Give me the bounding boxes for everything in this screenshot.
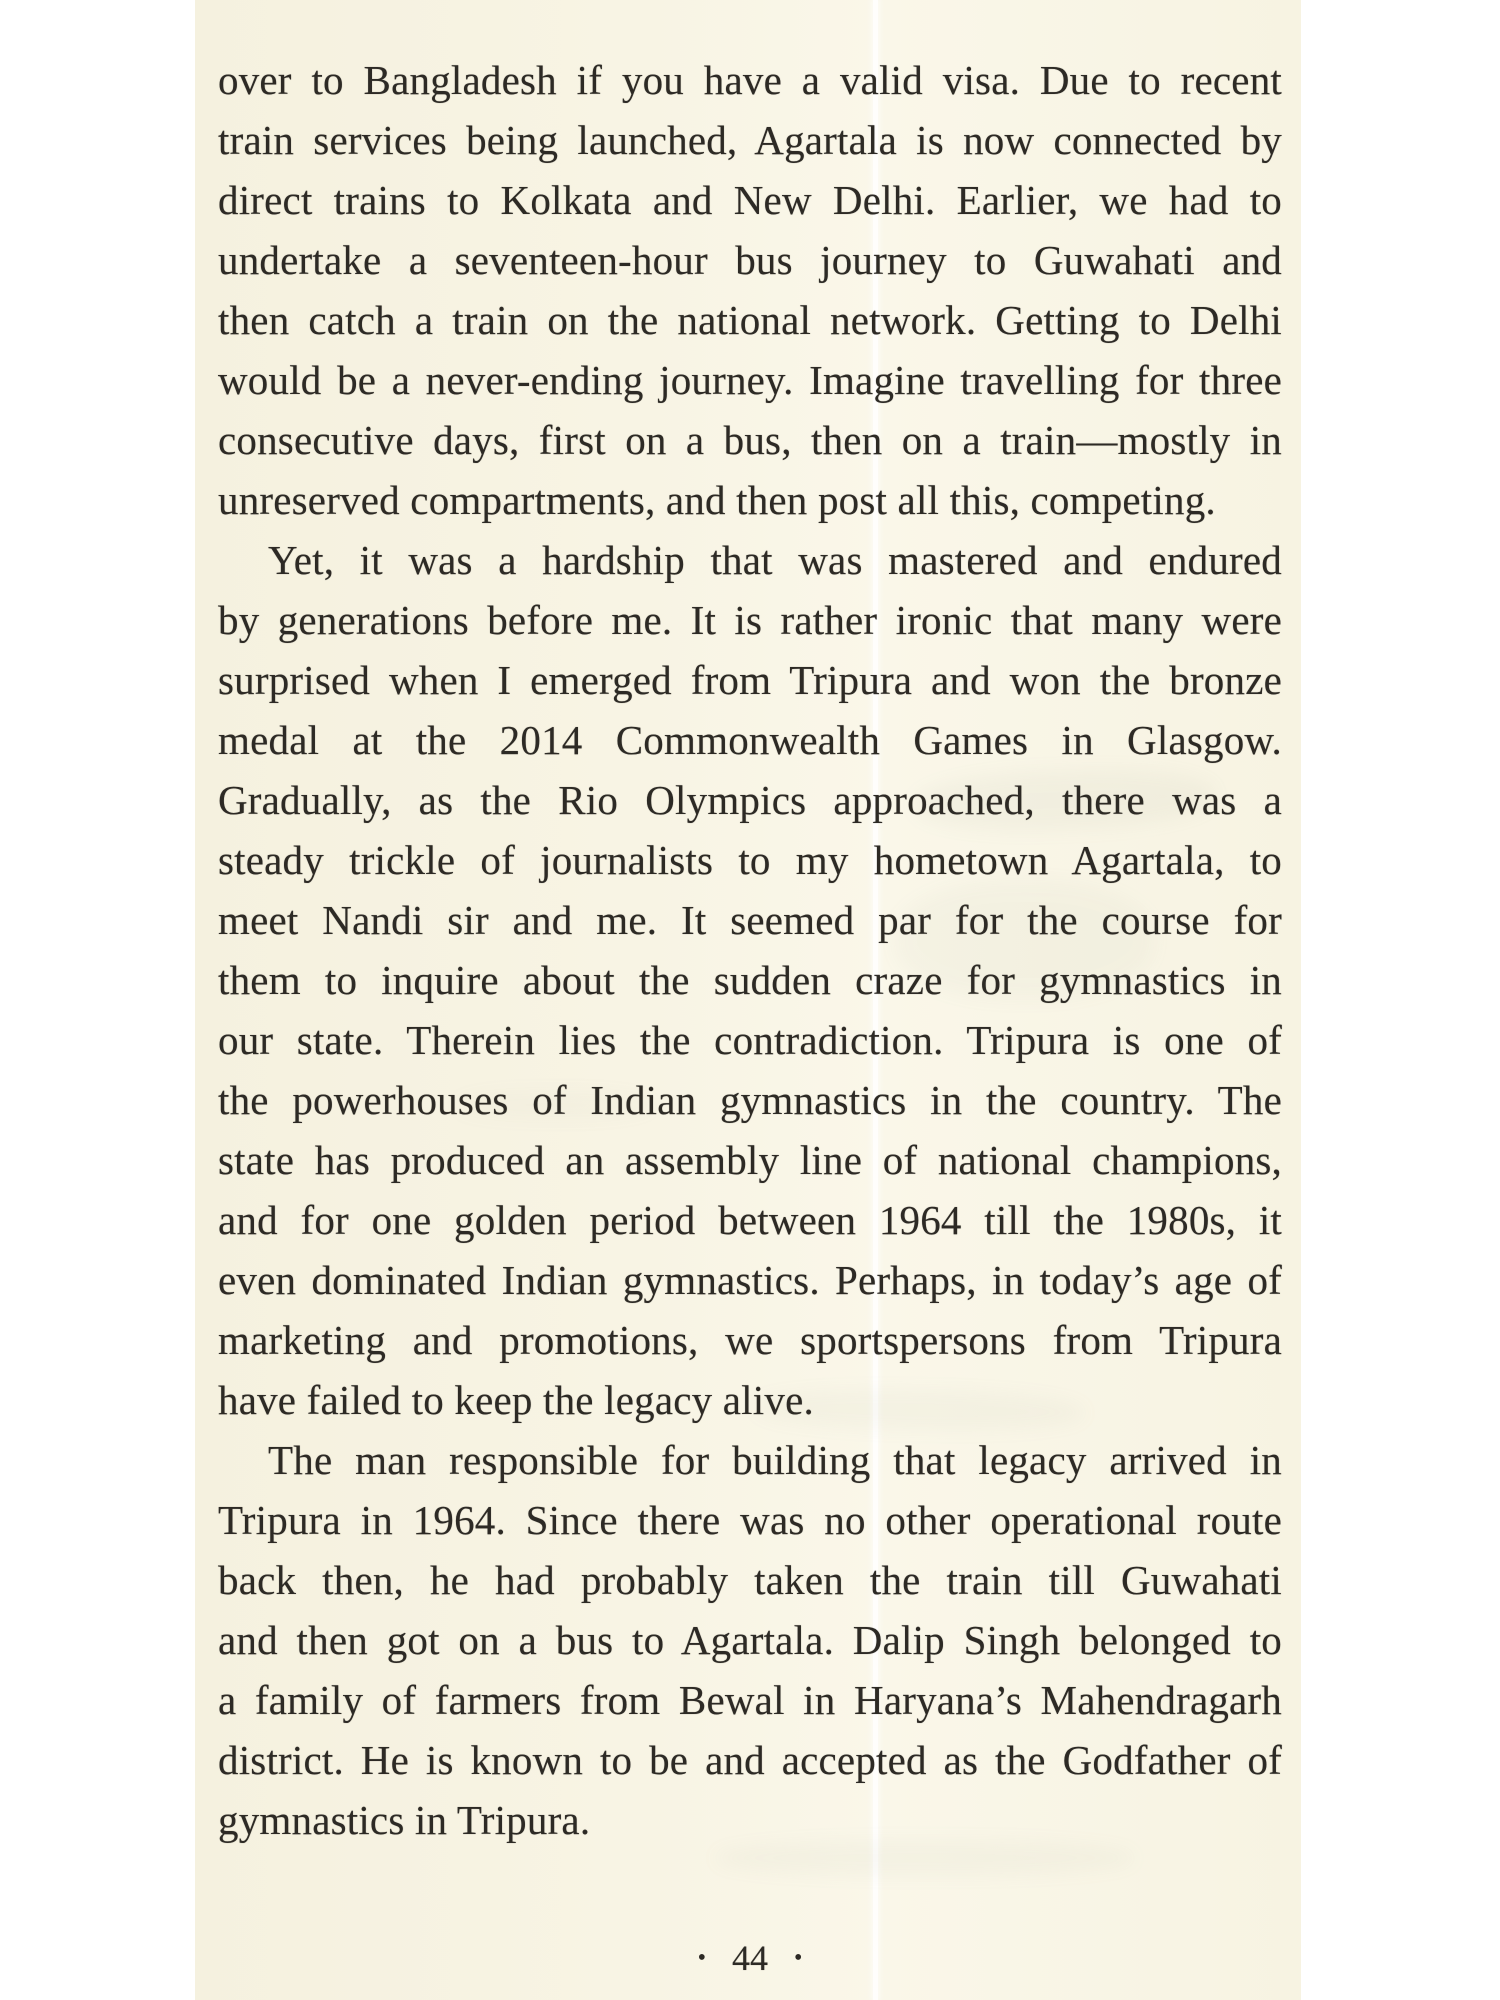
body-text — [218, 50, 1282, 1850]
text-line: even dominated Indian gymnastics. Perhaps, in today’s age of — [218, 1257, 1282, 1303]
text-line: have failed to keep the legacy alive. — [218, 1377, 814, 1423]
text-line: Yet, it was a hardship that was mastered and endured — [268, 537, 1282, 583]
footer-left-dot: • — [697, 1944, 706, 1971]
text-line: train services being launched, Agartala is now connected by — [218, 117, 1282, 163]
text-line: marketing and promotions, we sportspersons from Tripura — [218, 1317, 1282, 1363]
text-line: a family of farmers from Bewal in Haryana’s Mahendragarh — [218, 1677, 1282, 1723]
text-line: Tripura in 1964. Since there was no other operational route — [218, 1497, 1282, 1543]
text-line: the powerhouses of Indian gymnastics in the country. The — [218, 1077, 1282, 1123]
text-line: state has produced an assembly line of national champions, — [218, 1137, 1282, 1183]
text-line: unreserved compartments, and then post all this, competing. — [218, 477, 1216, 523]
text-line: undertake a seventeen-hour bus journey to Guwahati and — [218, 237, 1282, 283]
text-line: would be a never-ending journey. Imagine travelling for three — [218, 357, 1282, 403]
text-line: Gradually, as the Rio Olympics approached, there was a — [218, 777, 1282, 823]
text-line: then catch a train on the national network. Getting to Delhi — [218, 297, 1282, 343]
text-line: steady trickle of journalists to my hometown Agartala, to — [218, 837, 1282, 883]
text-line: consecutive days, first on a bus, then on a train—mostly in — [218, 417, 1282, 463]
book-page — [195, 0, 1301, 2000]
text-line: surprised when I emerged from Tripura and won the bronze — [218, 657, 1282, 703]
text-line: meet Nandi sir and me. It seemed par for the course for — [218, 897, 1282, 943]
text-line: them to inquire about the sudden craze for gymnastics in — [218, 957, 1282, 1003]
text-line: back then, he had probably taken the train till Guwahati — [218, 1557, 1282, 1603]
text-line: our state. Therein lies the contradiction. Tripura is one of — [218, 1017, 1282, 1063]
text-line: over to Bangladesh if you have a valid visa. Due to recent — [218, 57, 1282, 103]
text-line: gymnastics in Tripura. — [218, 1797, 591, 1843]
text-line: and for one golden period between 1964 till the 1980s, it — [218, 1197, 1282, 1243]
footer-right-dot: • — [794, 1944, 803, 1971]
text-line: and then got on a bus to Agartala. Dalip Singh belonged to — [218, 1617, 1282, 1663]
page-footer — [218, 1938, 1282, 1982]
page-number: 44 — [732, 1938, 768, 1978]
text-line: by generations before me. It is rather ironic that many were — [218, 597, 1282, 643]
text-line: district. He is known to be and accepted as the Godfather of — [218, 1737, 1282, 1783]
text-line: medal at the 2014 Commonwealth Games in Glasgow. — [218, 717, 1282, 763]
text-line: direct trains to Kolkata and New Delhi. Earlier, we had to — [218, 177, 1282, 223]
text-line: The man responsible for building that legacy arrived in — [268, 1437, 1282, 1483]
